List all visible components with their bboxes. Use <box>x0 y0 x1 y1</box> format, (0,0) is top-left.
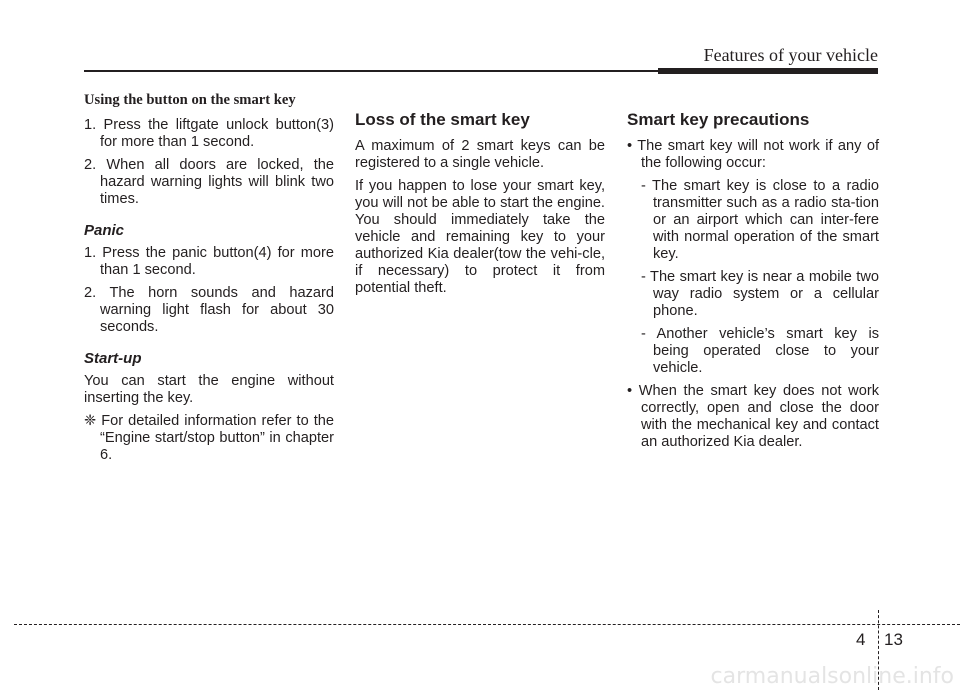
subheading-startup: Start-up <box>84 350 142 367</box>
chapter-number: 4 <box>856 630 866 649</box>
list-item: 2. The horn sounds and hazard warning light flash for about 30 seconds. <box>84 285 334 335</box>
column-2 <box>355 92 605 303</box>
list-item: 1. Press the panic button(4) for more than 1 second. <box>84 245 334 278</box>
startup-paragraph: You can start the engine without inserting the key. <box>84 373 334 406</box>
page-number: 13 <box>884 630 903 649</box>
header-rule-thin <box>84 70 658 72</box>
dash-item: - Another vehicle’s smart key is being operated close to your vehicle. <box>641 326 879 376</box>
note-engine-start: ❈ For detailed information refer to the “Engine start/stop button” in chapter 6. <box>84 413 334 463</box>
watermark: carmanualsonline.info <box>710 664 954 689</box>
column-1 <box>84 92 334 470</box>
paragraph: A maximum of 2 smart keys can be registered to a single vehicle. <box>355 138 605 171</box>
bullet-item: • When the smart key does not work correctly, open and close the door with the mechanical key and contact an authorized Kia dealer. <box>627 383 879 450</box>
subheading-panic: Panic <box>84 222 125 239</box>
subheading-smart-key-button: Using the button on the smart key <box>84 92 296 108</box>
bullet-item: • The smart key will not work if any of the following occur: <box>627 138 879 171</box>
dash-item: - The smart key is near a mobile two way radio system or a cellular phone. <box>641 269 879 319</box>
footer-rule <box>14 624 960 625</box>
section-title-precautions: Smart key precautions <box>627 110 810 129</box>
paragraph: If you happen to lose your smart key, you will not be able to start the engine. You should immediately take the vehicle and remaining key to your authorized Kia dealer(tow the vehi-cle, if necessary) to protect it from potential theft. <box>355 178 605 296</box>
header-title: Features of your vehicle <box>703 45 878 65</box>
list-item: 2. When all doors are locked, the hazard warning lights will blink two times. <box>84 157 334 207</box>
list-item: 1. Press the liftgate unlock button(3) for more than 1 second. <box>84 117 334 150</box>
dash-item: - The smart key is close to a radio transmitter such as a radio sta-tion or an airport which can inter-fere with normal operation of the smart key. <box>641 178 879 262</box>
header-rule-thick <box>658 68 878 74</box>
column-3 <box>627 92 879 457</box>
section-title-loss: Loss of the smart key <box>355 110 530 129</box>
